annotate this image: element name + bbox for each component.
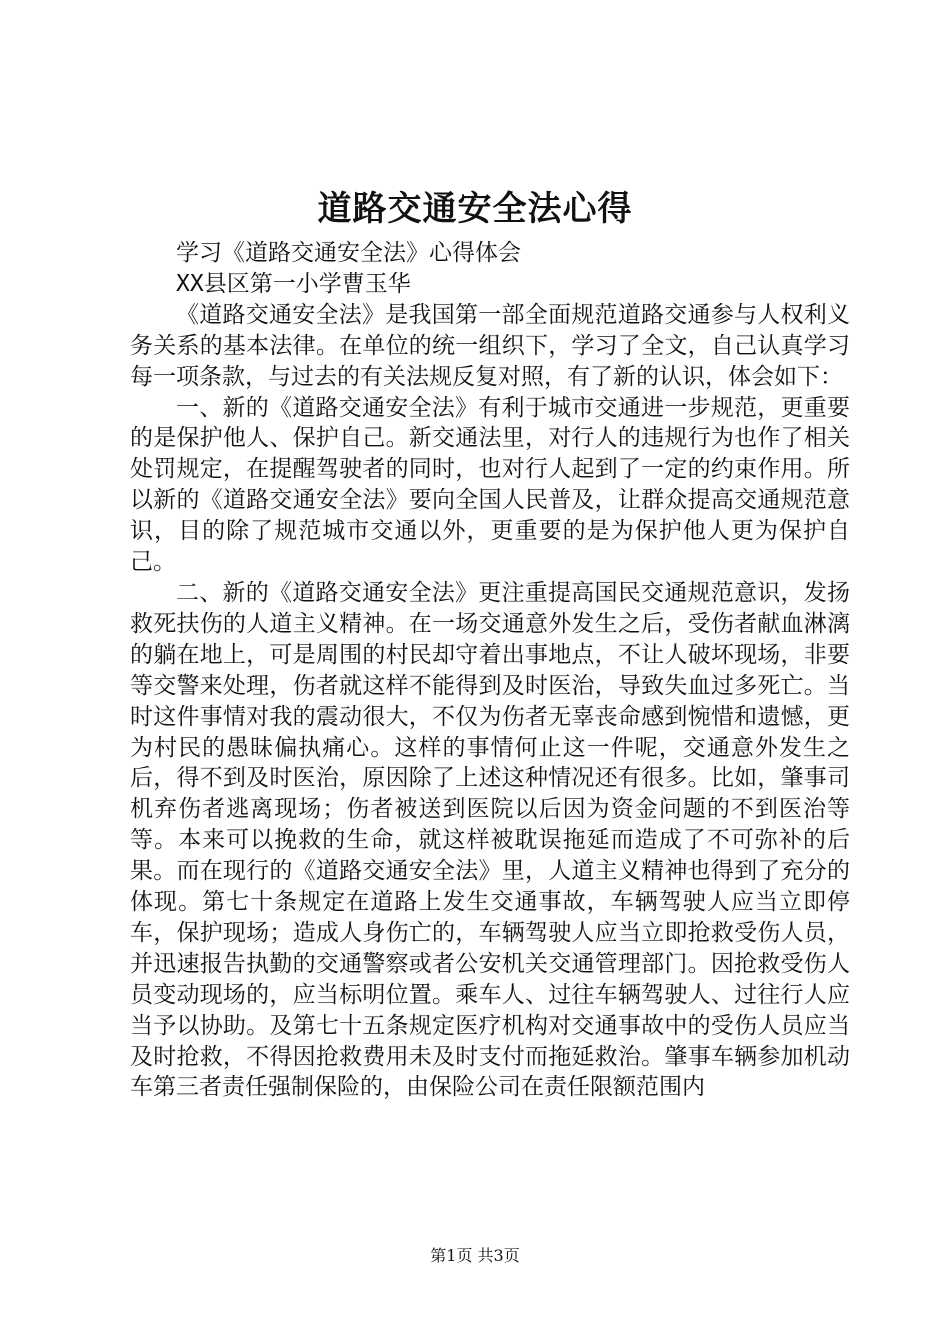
point-one-paragraph: 一、新的《道路交通安全法》有利于城市交通进一步规范，更重要的是保护他人、保护自己。新交通法里，对行人的违规行为也作了相关处罚规定，在提醒驾驶者的同时，也对行人起到了一定的约束作用。所以新的《道路交通安全法》要向全国人民普及，让群众提高交通规范意识，目的除了规范城市交通以外，更重要的是为保护他人更为保护自己。 [130,394,850,576]
intro-paragraph: 《道路交通安全法》是我国第一部全面规范道路交通参与人权利义务关系的基本法律。在单位的统一组织下，学习了全文，自己认真学习每一项条款，与过去的有关法规反复对照，有了新的认识，体会如下： [130,301,850,390]
document-body [130,238,850,1103]
page-footer: 第1页 共3页 [430,1246,520,1265]
point-two-paragraph: 二、新的《道路交通安全法》更注重提高国民交通规范意识，发扬救死扶伤的人道主义精神。在一场交通意外发生之后，受伤者献血淋漓的躺在地上，可是周围的村民却守着出事地点，不让人破坏现场，非要等交警来处理，伤者就这样不能得到及时医治，导致失血过多死亡。当时这件事情对我的震动很大，不仅为伤者无辜丧命感到惋惜和遗憾，更为村民的愚昧偏执痛心。这样的事情何止这一件呢，交通意外发生之后，得不到及时医治，原因除了上述这种情况还有很多。比如，肇事司机弃伤者逃离现场；伤者被送到医院以后因为资金问题的不到医治等等。本来可以挽救的生命，就这样被耽误拖延而造成了不可弥补的后果。而在现行的《道路交通安全法》里，人道主义精神也得到了充分的体现。第七十条规定在道路上发生交通事故，车辆驾驶人应当立即停车，保护现场；造成人身伤亡的，车辆驾驶人应当立即抢救受伤人员，并迅速报告执勤的交通警察或者公安机关交通管理部门。因抢救受伤人员变动现场的，应当标明位置。乘车人、过往车辆驾驶人、过往行人应当予以协助。及第七十五条规定医疗机构对交通事故中的受伤人员应当及时抢救，不得因抢救费用未及时支付而拖延救治。肇事车辆参加机动车第三者责任强制保险的，由保险公司在责任限额范围内 [130,579,850,1101]
document-title: 道路交通安全法心得 [317,189,633,229]
subtitle-paragraph: 学习《道路交通安全法》心得体会 [176,240,521,266]
author-paragraph: XX县区第一小学曹玉华 [176,270,411,297]
